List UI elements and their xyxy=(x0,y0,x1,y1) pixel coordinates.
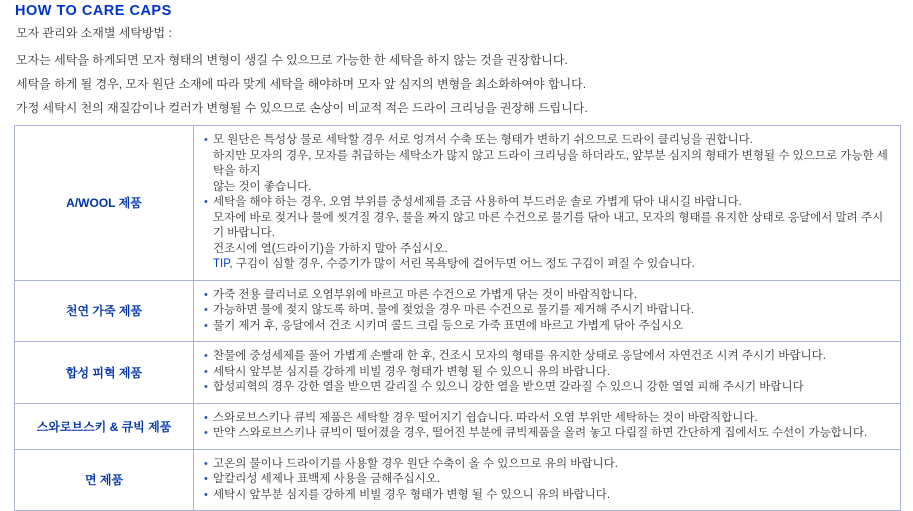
list-item: • 합성피혁의 경우 강한 열을 받으면 갈리질 수 있으니 강한 열을 받으면 갈라질 수 있으니 강한 열열 피해 주시기 바랍니다 xyxy=(204,380,892,396)
list-item: • 모 원단은 특성상 물로 세탁할 경우 서로 엉겨서 수축 또는 형태가 변하기 쉬으므로 드라이 클리닝을 권합니다. xyxy=(204,133,892,149)
material-category-label: 스와로브스키 & 큐빅 제품 xyxy=(15,403,194,449)
material-category-label: 합성 피혁 제품 xyxy=(15,342,194,404)
table-row xyxy=(15,126,901,281)
list-item: • 가죽 전용 클리너로 오염부위에 바르고 마른 수건으로 가볍게 닦는 것이 바람직합니다. xyxy=(204,288,892,304)
intro-heading: 모자 관리와 소재별 세탁방법 : xyxy=(16,26,172,40)
list-item: • 물기 제거 후, 응달에서 건조 시키며 콜드 크림 등으로 가죽 표면에 바르고 가볍게 닦아 주십시오 xyxy=(204,319,892,335)
intro-paragraph-2: 세탁을 하게 될 경우, 모자 원단 소재에 따라 맞게 세탁을 해야하며 모자 앞 심지의 변형을 최소화하여야 합니다. xyxy=(16,77,587,91)
table-row xyxy=(15,449,901,511)
list-item: 않는 것이 좋습니다. xyxy=(213,180,312,193)
list-item: • 고온의 물이나 드라이기를 사용할 경우 원단 수축이 올 수 있으므로 유의 바랍니다. xyxy=(204,457,892,473)
instruction-list xyxy=(204,411,892,442)
care-table-body xyxy=(15,126,901,511)
care-instructions-cell xyxy=(194,403,901,449)
material-category-label: 천연 가죽 제품 xyxy=(15,280,194,342)
instruction-list xyxy=(204,288,892,335)
instruction-list xyxy=(204,133,892,273)
table-row xyxy=(15,280,901,342)
instruction-list xyxy=(204,349,892,396)
list-item: • 가능하면 물에 젖지 않도록 하며, 물에 젖었을 경우 마른 수건으로 물기를 제거해 주시기 바랍니다. xyxy=(204,303,892,319)
care-instructions-cell xyxy=(194,342,901,404)
list-item: • 세탁시 앞부분 심지를 강하게 비빌 경우 형태가 변형 될 수 있으니 유의 바랍니다. xyxy=(204,488,892,504)
list-item: 건조시에 열(드라이기)을 가하지 말아 주십시오. xyxy=(213,242,448,255)
instruction-list xyxy=(204,457,892,504)
list-item: • 스와로브스키나 큐빅 제품은 세탁할 경우 떨어지기 쉽습니다. 따라서 오염 부위만 세탁하는 것이 바람직합니다. xyxy=(204,411,892,427)
care-instructions-cell xyxy=(194,449,901,511)
list-item-tip xyxy=(204,257,892,273)
list-item: • 찬물에 중성세제를 풀어 가볍게 손빨래 한 후, 건조시 모자의 형태를 유지한 상태로 응달에서 자연건조 시켜 주시기 바랍니다. xyxy=(204,349,892,365)
list-item: • 세탁을 해야 하는 경우, 오염 부위를 중성세제를 조금 사용하여 부드러운 솔로 가볍게 닦아 내시길 바랍니다. xyxy=(204,195,892,211)
material-category-label: A/WOOL 제품 xyxy=(15,126,194,281)
page-title: HOW TO CARE CAPS xyxy=(15,3,172,19)
tip-text: 구김이 심할 경우, 수증기가 많이 서린 목욕탕에 걸어두면 어느 정도 구김이 펴질 수 있습니다. xyxy=(235,258,695,270)
list-item: 하지만 모자의 경우, 모자를 취급하는 세탁소가 많지 않고 드라이 크리닝을 하더라도, 앞부분 심지의 형태가 변형될 수 있으므로 가능한 세탁을 하지 xyxy=(213,149,888,177)
care-instructions-cell xyxy=(194,280,901,342)
list-item: • 세탁시 앞부분 심지를 강하게 비빌 경우 형태가 변형 될 수 있으니 유의 바랍니다. xyxy=(204,365,892,381)
intro-paragraph-3: 가정 세탁시 천의 재질감이나 컬러가 변형될 수 있으므로 손상이 비교적 적은 드라이 크리닝을 권장해 드립니다. xyxy=(16,101,588,115)
intro-paragraph-1: 모자는 세탁을 하게되면 모자 형태의 변형이 생길 수 있으므로 가능한 한 세탁을 하지 않는 것을 권장합니다. xyxy=(16,53,568,67)
table-row xyxy=(15,342,901,404)
list-item: • 만약 스와로브스키나 큐빅이 떨어졌을 경우, 떨어진 부분에 큐빅제품을 올려 놓고 다림질 하면 간단하게 집에서도 수선이 가능합니다. xyxy=(204,426,892,442)
care-methods-table xyxy=(14,125,901,511)
list-item: • 알칼리성 세제나 표백제 사용을 금해주십시오. xyxy=(204,472,892,488)
tip-label: TIP, xyxy=(213,258,233,270)
list-item: 모자에 바로 젖거나 물에 씻겨질 경우, 물을 짜지 않고 마른 수건으로 물기를 닦아 내고, 모자의 형태를 유지한 상태로 응달에서 말려 주시기 바랍니다. xyxy=(213,211,884,239)
intro-section xyxy=(12,26,901,116)
table-row xyxy=(15,403,901,449)
material-category-label: 면 제품 xyxy=(15,449,194,511)
care-instructions-cell xyxy=(194,126,901,281)
